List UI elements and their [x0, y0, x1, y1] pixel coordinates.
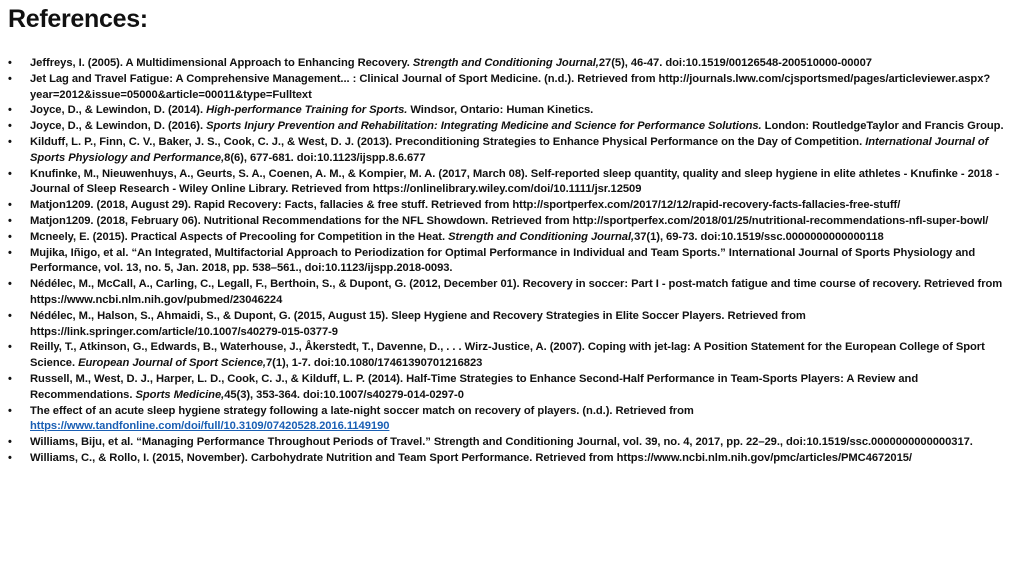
- reference-item: • Jet Lag and Travel Fatigue: A Comprehensive Management... : Clinical Journal of Sport Medicine. (n.d.). Retrieved from http://journals.lww.com/cjsportsmed/pages/articleviewer.aspx?year=2012&issue=05000&article=00011&type=Fulltext: [8, 72, 1010, 104]
- reference-item: • The effect of an acute sleep hygiene strategy following a late-night soccer match on recovery of players. (n.d.). Retrieved from https://www.tandfonline.com/doi/full/10.3109/07420528.2016.1149190: [8, 404, 1010, 436]
- reference-item: • Nédélec, M., Halson, S., Ahmaidi, S., & Dupont, G. (2015, August 15). Sleep Hygiene and Recovery Strategies in Elite Soccer Players. Retrieved from https://link.springer.com/article/10.1007/s40279-015-0377-9: [8, 309, 1010, 341]
- reference-item: • Jeffreys, I. (2005). A Multidimensional Approach to Enhancing Recovery. Strength and Conditioning Journal,27(5), 46-47. doi:10.1519/00126548-200510000-00007: [8, 56, 1010, 72]
- reference-item: • Joyce, D., & Lewindon, D. (2016). Sports Injury Prevention and Rehabilitation: Integrating Medicine and Science for Performance Solutions. London: RoutledgeTaylor and Francis Group.: [8, 119, 1010, 135]
- reference-item: • Joyce, D., & Lewindon, D. (2014). High-performance Training for Sports. Windsor, Ontario: Human Kinetics.: [8, 103, 1010, 119]
- reference-item: • Matjon1209. (2018, August 29). Rapid Recovery: Facts, fallacies & free stuff. Retrieved from http://sportperfex.com/2017/12/12/rapid-recovery-facts-fallacies-free-stuff/: [8, 198, 1010, 214]
- reference-list: [8, 56, 1010, 467]
- reference-item: • Matjon1209. (2018, February 06). Nutritional Recommendations for the NFL Showdown. Retrieved from http://sportperfex.com/2018/01/25/nutritional-recommendations-nfl-super-bowl/: [8, 214, 1010, 230]
- reference-item: • Russell, M., West, D. J., Harper, L. D., Cook, C. J., & Kilduff, L. P. (2014). Half-Time Strategies to Enhance Second-Half Performance in Team-Sports Players: A Review and Recommendations. Sports Medicine,45(3), 353-364. doi:10.1007/s40279-014-0297-0: [8, 372, 1010, 404]
- reference-item: • Williams, Biju, et al. “Managing Performance Throughout Periods of Travel.” Strength and Conditioning Journal, vol. 39, no. 4, 2017, pp. 22–29., doi:10.1519/ssc.0000000000000317.: [8, 435, 1010, 451]
- reference-item: • Knufinke, M., Nieuwenhuys, A., Geurts, S. A., Coenen, A. M., & Kompier, M. A. (2017, March 08). Self-reported sleep quantity, quality and sleep hygiene in elite athletes - Knufinke - 2018 - Journal of Sleep Research - Wiley Online Library. Retrieved from https://onlinelibrary.wiley.com/doi/10.1111/jsr.12509: [8, 167, 1010, 199]
- reference-link[interactable]: https://www.tandfonline.com/doi/full/10.3109/07420528.2016.1149190: [30, 420, 390, 433]
- page-title: References:: [8, 5, 148, 33]
- reference-item: • Mcneely, E. (2015). Practical Aspects of Precooling for Competition in the Heat. Strength and Conditioning Journal,37(1), 69-73. doi:10.1519/ssc.0000000000000118: [8, 230, 1010, 246]
- reference-item: • Reilly, T., Atkinson, G., Edwards, B., Waterhouse, J., Åkerstedt, T., Davenne, D., . . . Wirz-Justice, A. (2007). Coping with jet-lag: A Position Statement for the European College of Sport Science. European Journal of Sport Science,7(1), 1-7. doi:10.1080/17461390701216823: [8, 340, 1010, 372]
- reference-item: • Kilduff, L. P., Finn, C. V., Baker, J. S., Cook, C. J., & West, D. J. (2013). Preconditioning Strategies to Enhance Physical Performance on the Day of Competition. International Journal of Sports Physiology and Performance,8(6), 677-681. doi:10.1123/ijspp.8.6.677: [8, 135, 1010, 167]
- reference-item: • Mujika, Iñigo, et al. “An Integrated, Multifactorial Approach to Periodization for Optimal Performance in Individual and Team Sports.” International Journal of Sports Physiology and Performance, vol. 13, no. 5, Jan. 2018, pp. 538–561., doi:10.1123/ijspp.2018-0093.: [8, 246, 1010, 278]
- reference-item: • Williams, C., & Rollo, I. (2015, November). Carbohydrate Nutrition and Team Sport Performance. Retrieved from https://www.ncbi.nlm.nih.gov/pmc/articles/PMC4672015/: [8, 451, 1010, 467]
- reference-item: • Nédélec, M., McCall, A., Carling, C., Legall, F., Berthoin, S., & Dupont, G. (2012, December 01). Recovery in soccer: Part I - post-match fatigue and time course of recovery. Retrieved from https://www.ncbi.nlm.nih.gov/pubmed/23046224: [8, 277, 1010, 309]
